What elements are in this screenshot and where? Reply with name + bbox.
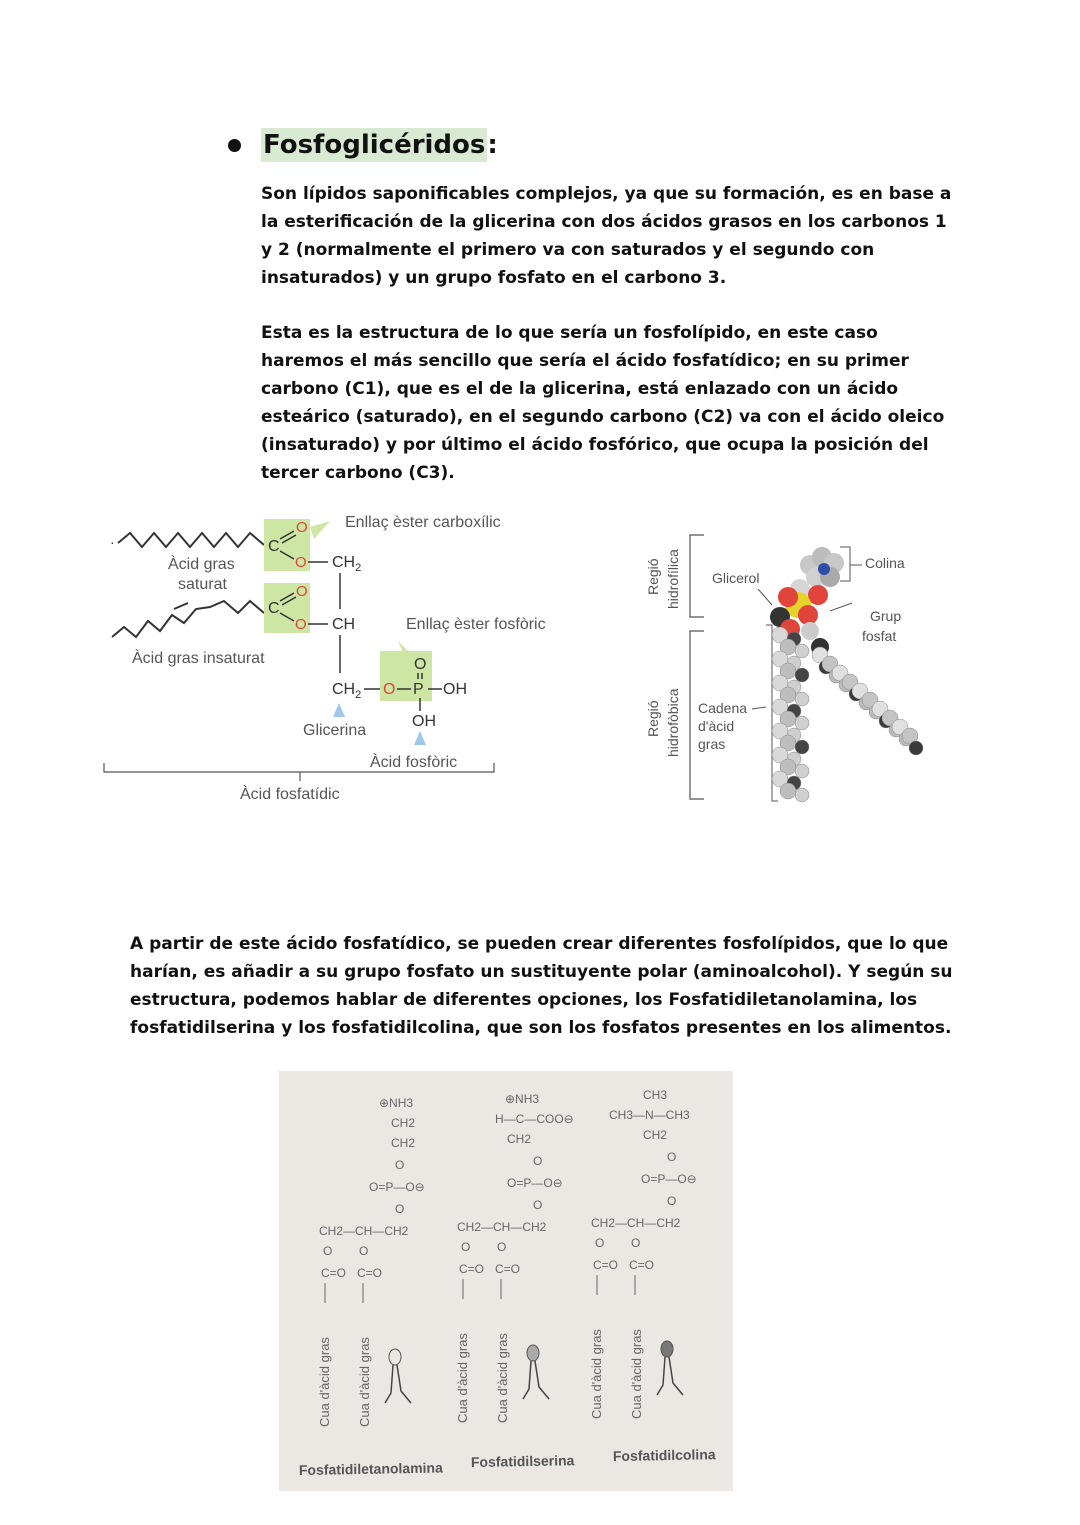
formula-text: O	[533, 1198, 543, 1212]
formula-text: C=O	[495, 1262, 521, 1276]
formula-text: CH2—CH—CH2	[457, 1220, 547, 1234]
formula-text: CH2	[391, 1136, 416, 1150]
tail-label: Cua d'àcid gras	[455, 1333, 470, 1423]
label-glicerina: Glicerina	[303, 722, 367, 739]
fosfatidilserina-structure	[455, 1092, 574, 1423]
label-acid-fosforic: Àcid fosfòric	[370, 754, 458, 771]
glicerina-arrow-icon	[333, 703, 345, 717]
phospholipids-photo	[279, 1071, 733, 1491]
formula-text: O=P—O⊖	[369, 1180, 425, 1194]
formula-text: O=P—O⊖	[507, 1176, 563, 1190]
formula-text: ⊕NH3	[379, 1096, 414, 1110]
label-acid-gras-insaturat: Àcid gras insaturat	[132, 650, 265, 667]
label-regio-hidrofobica-1: Regió	[645, 700, 661, 737]
label-grup: Grup	[870, 608, 902, 624]
formula-text: ⊕NH3	[505, 1092, 540, 1106]
o-label: O	[295, 616, 307, 633]
formula-text: CH3—N—CH3	[609, 1108, 690, 1122]
lipid-tail-icon	[669, 1357, 683, 1395]
label-fosfat: fosfat	[862, 628, 897, 644]
space-filling-model-diagram	[640, 525, 940, 810]
ch2-label: CH	[332, 681, 356, 698]
tail-label: Cua d'àcid gras	[589, 1329, 604, 1419]
o-label: O	[414, 656, 427, 673]
formula-text: O	[395, 1202, 405, 1216]
fatty-acid-tail-1	[772, 627, 809, 802]
label-regio-hidrofilica-1: Regió	[645, 558, 661, 595]
oh-label: OH	[443, 681, 467, 698]
tail-label: Cua d'àcid gras	[495, 1333, 510, 1423]
formula-text: H—C—COO⊖	[495, 1112, 574, 1126]
paragraph-structure: Esta es la estructura de lo que sería un fosfolípido, en este caso haremos el más sencillo que sería el ácido fosfatídico; en su primer carbono (C1), que es el de la glicerina, está enlazado con un ácido esteárico (saturado), en el segundo carbono (C2) va con el ácido oleico (insaturado) y por último el ácido fosfórico, que ocupa la posición del tercer carbono (C3).	[261, 323, 945, 483]
polar-head-icon	[389, 1349, 401, 1365]
tail-label: Cua d'àcid gras	[629, 1329, 644, 1419]
formula-text: CH3	[643, 1088, 668, 1102]
oh-label: OH	[412, 713, 436, 730]
tail-label: Cua d'àcid gras	[317, 1337, 332, 1427]
polar-head-icon	[661, 1341, 673, 1357]
svg-text:CH2: $CH_2$	[332, 681, 362, 701]
label-acid-gras-saturat: Àcid gras	[168, 556, 235, 573]
bullet-icon	[228, 139, 241, 152]
tail-atom	[795, 692, 809, 706]
svg-text:C: C	[268, 600, 280, 617]
fosfatidiletanolamina-structure	[317, 1096, 425, 1427]
svg-text:CH2: $CH_2$	[332, 554, 362, 574]
fosfatidilcolina-structure	[589, 1088, 697, 1419]
label-dacid: d'àcid	[698, 718, 735, 734]
phosphatidic-acid-diagram	[100, 505, 580, 810]
lipid-tail-icon	[523, 1361, 531, 1399]
section-title-colon: :	[487, 130, 498, 160]
label-fosfatidilcolina: Fosfatidilcolina	[612, 1446, 716, 1464]
tail-atom	[795, 644, 809, 658]
label-regio-hidrofobica-2: hidrofòbica	[665, 688, 681, 757]
formula-text: CH2	[643, 1128, 668, 1142]
phospholipids-diagram	[279, 1071, 733, 1491]
formula-text: C=O	[593, 1258, 619, 1272]
formula-text: O	[667, 1150, 677, 1164]
formula-text: C=O	[459, 1262, 485, 1276]
ch2-label: CH	[332, 554, 356, 571]
formula-text: O=P—O⊖	[641, 1172, 697, 1186]
formula-text: O	[461, 1240, 471, 1254]
p-label: P	[413, 681, 424, 698]
tail-atom	[795, 764, 809, 778]
paragraph-derivatives: A partir de este ácido fosfatídico, se pueden crear diferentes fosfolípidos, que lo que harían, es añadir a su grupo fosfato un sustituyente polar (aminoalcohol). Y según su estructura, podemos hablar de diferentes opciones, los Fosfatidiletanolamina, los fosfatidilserina y los fosfatidilcolina, que son los fosfatos presentes en los alimentos.	[130, 934, 953, 1038]
polar-head-icon	[527, 1345, 539, 1361]
fatty-acid-tail-2	[812, 647, 923, 755]
o-label: O	[383, 681, 396, 698]
label-saturat: saturat	[178, 576, 227, 593]
formula-text: O	[595, 1236, 605, 1250]
formula-text: O	[631, 1236, 641, 1250]
label-fosfatidiletanolamina: Fosfatidiletanolamina	[298, 1459, 443, 1478]
svg-text:C: C	[268, 538, 280, 555]
o-label: O	[296, 519, 308, 536]
acid-fosforic-arrow-icon	[414, 731, 426, 745]
o-label: O	[295, 554, 307, 571]
formula-text: C=O	[357, 1266, 383, 1280]
lipid-tail-icon	[657, 1357, 665, 1395]
tail-atom	[909, 741, 923, 755]
label-gras: gras	[698, 736, 726, 752]
formula-text: C=O	[629, 1258, 655, 1272]
paragraph-intro: Son lípidos saponificables complejos, ya que su formación, es en base a la esterificación de la glicerina con dos ácidos grasos en los carbonos 1 y 2 (normalmente el primero va con saturados y el segundo con insaturados) y un grupo fosfato en el carbono 3.	[261, 184, 952, 288]
formula-text: CH2	[507, 1132, 532, 1146]
formula-text: O	[323, 1244, 333, 1258]
lipid-tail-icon	[385, 1365, 393, 1403]
section-heading	[228, 128, 498, 162]
lipid-tail-icon	[535, 1361, 549, 1399]
formula-text: O	[497, 1240, 507, 1254]
tail-atom	[795, 716, 809, 730]
formula-text: O	[395, 1158, 405, 1172]
formula-text: CH2—CH—CH2	[319, 1224, 409, 1238]
formula-text: CH2	[391, 1116, 416, 1130]
label-cadena: Cadena	[698, 700, 748, 716]
saturated-chain	[118, 533, 264, 547]
label-enllac-ester-fosforic: Enllaç èster fosfòric	[406, 616, 546, 633]
section-title: Fosfoglicéridos	[263, 130, 486, 160]
tail-atom	[795, 740, 809, 754]
tail-atom	[795, 668, 809, 682]
formula-text: CH2—CH—CH2	[591, 1216, 681, 1230]
label-colina: Colina	[865, 555, 905, 571]
formula-text: O	[533, 1154, 543, 1168]
label-acid-fosfatidic: Àcid fosfatídic	[240, 786, 340, 803]
label-fosfatidilserina: Fosfatidilserina	[470, 1452, 575, 1470]
formula-text: C=O	[321, 1266, 347, 1280]
tail-atom	[780, 783, 796, 799]
svg-text:·: ·	[110, 534, 115, 550]
tail-label: Cua d'àcid gras	[357, 1337, 372, 1427]
label-regio-hidrofilica-2: hidrofílica	[665, 549, 681, 609]
formula-text: O	[667, 1194, 677, 1208]
o-label: O	[296, 583, 308, 600]
lipid-tail-icon	[397, 1365, 411, 1403]
unsaturated-chain	[112, 601, 264, 637]
tail-atom	[795, 788, 809, 802]
label-glicerol: Glicerol	[712, 570, 760, 586]
formula-text: O	[359, 1244, 369, 1258]
label-enllac-ester-carboxilic: Enllaç èster carboxílic	[345, 514, 501, 531]
ch-label: CH	[332, 616, 356, 633]
